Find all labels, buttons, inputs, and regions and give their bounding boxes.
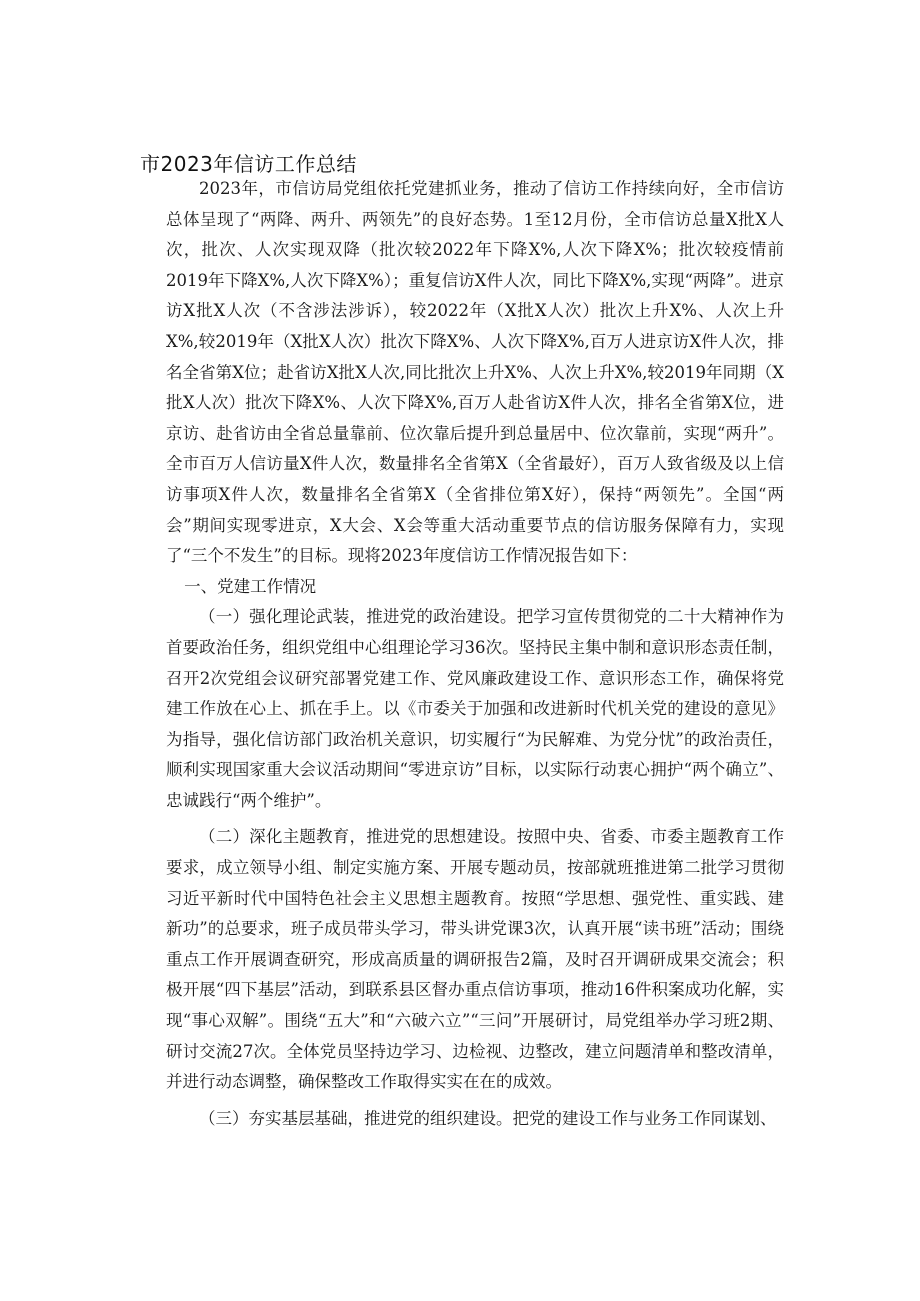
paragraph-thematic-education: （二）深化主题教育，推进党的思想建设。按照中央、省委、市委主题教育工作要求，成立领导小组、制定实施方案、开展专题动员，按部就班推进第二批学习贯彻习近平新时代中国特色社会主义思想主题教育。按照“学思想、强党性、重实践、建新功”的总要求，班子成员带头学习，带头讲党课3次，认真开展“读书班”活动；围绕重点工作开展调查研究，形成高质量的调研报告2篇，及时召开调研成果交流会；积极开展“四下基层”活动，到联系县区督办重点信访事项，推动16件积案成功化解，实现“事心双解”。围绕“五大”和“六破六立”“三问”开展研讨，局党组举办学习班2期、研讨交流27次。全体党员坚持边学习、边检视、边整改，建立问题清单和整改清单，并进行动态调整，确保整改工作取得实实在在的成效。 xyxy=(166,827,784,1092)
paragraph-political-building: （一）强化理论武装，推进党的政治建设。把学习宣传贯彻党的二十大精神作为首要政治任务，组织党组中心组理论学习36次。坚持民主集中制和意识形态责任制，召开2次党组会议研究部署党建工作、党风廉政建设工作、意识形态工作，确保将党建工作放在心上、抓在手上。以《市委关于加强和改进新时代机关党的建设的意见》为指导，强化信访部门政治机关意识，切实履行“为民解难、为党分忧”的政治责任，顺利实现国家重大会议活动期间“零进京访”目标，以实际行动衷心拥护“两个确立”、忠诚践行“两个维护”。 xyxy=(166,607,784,810)
section-heading-party-building: 一、党建工作情况 xyxy=(184,576,317,596)
intro-paragraph: 2023年，市信访局党组依托党建抓业务，推动了信访工作持续向好，全市信访总体呈现了“两降、两升、两领先”的良好态势。1至12月份，全市信访总量X批X人次，批次、人次实现双降（批次较2022年下降X%,人次下降X%；批次较疫情前2019年下降X%,人次下降X%）；重复信访X件人次，同比下降X%,实现“两降”。进京访X批X人次（不含涉法涉诉），较2022年（X批X人次）批次上升X%、人次上升X%,较2019年（X批X人次）批次下降X%、人次下降X%,百万人进京访X件人次，排名全省第X位；赴省访X批X人次,同比批次上升X%、人次上升X%,较2019年同期（X批X人次）批次下降X%、人次下降X%,百万人赴省访X件人次，排名全省第X位，进京访、赴省访由全省总量靠前、位次靠后提升到总量居中、位次靠前，实现“两升”。全市百万人信访量X件人次，数量排名全省第X（全省最好），百万人致省级及以上信访事项X件人次，数量排名全省第X（全省排位第X好），保持“两领先”。全国“两会”期间实现零进京，X大会、X会等重大活动重要节点的信访服务保障有力，实现了“三个不发生”的目标。现将2023年度信访工作情况报告如下： xyxy=(166,179,784,566)
paragraph-organization-building: （三）夯实基层基础，推进党的组织建设。把党的建设工作与业务工作同谋划、 xyxy=(199,1108,777,1128)
document-body xyxy=(166,174,784,1134)
document-title: 市2023年信访工作总结 xyxy=(140,152,357,176)
